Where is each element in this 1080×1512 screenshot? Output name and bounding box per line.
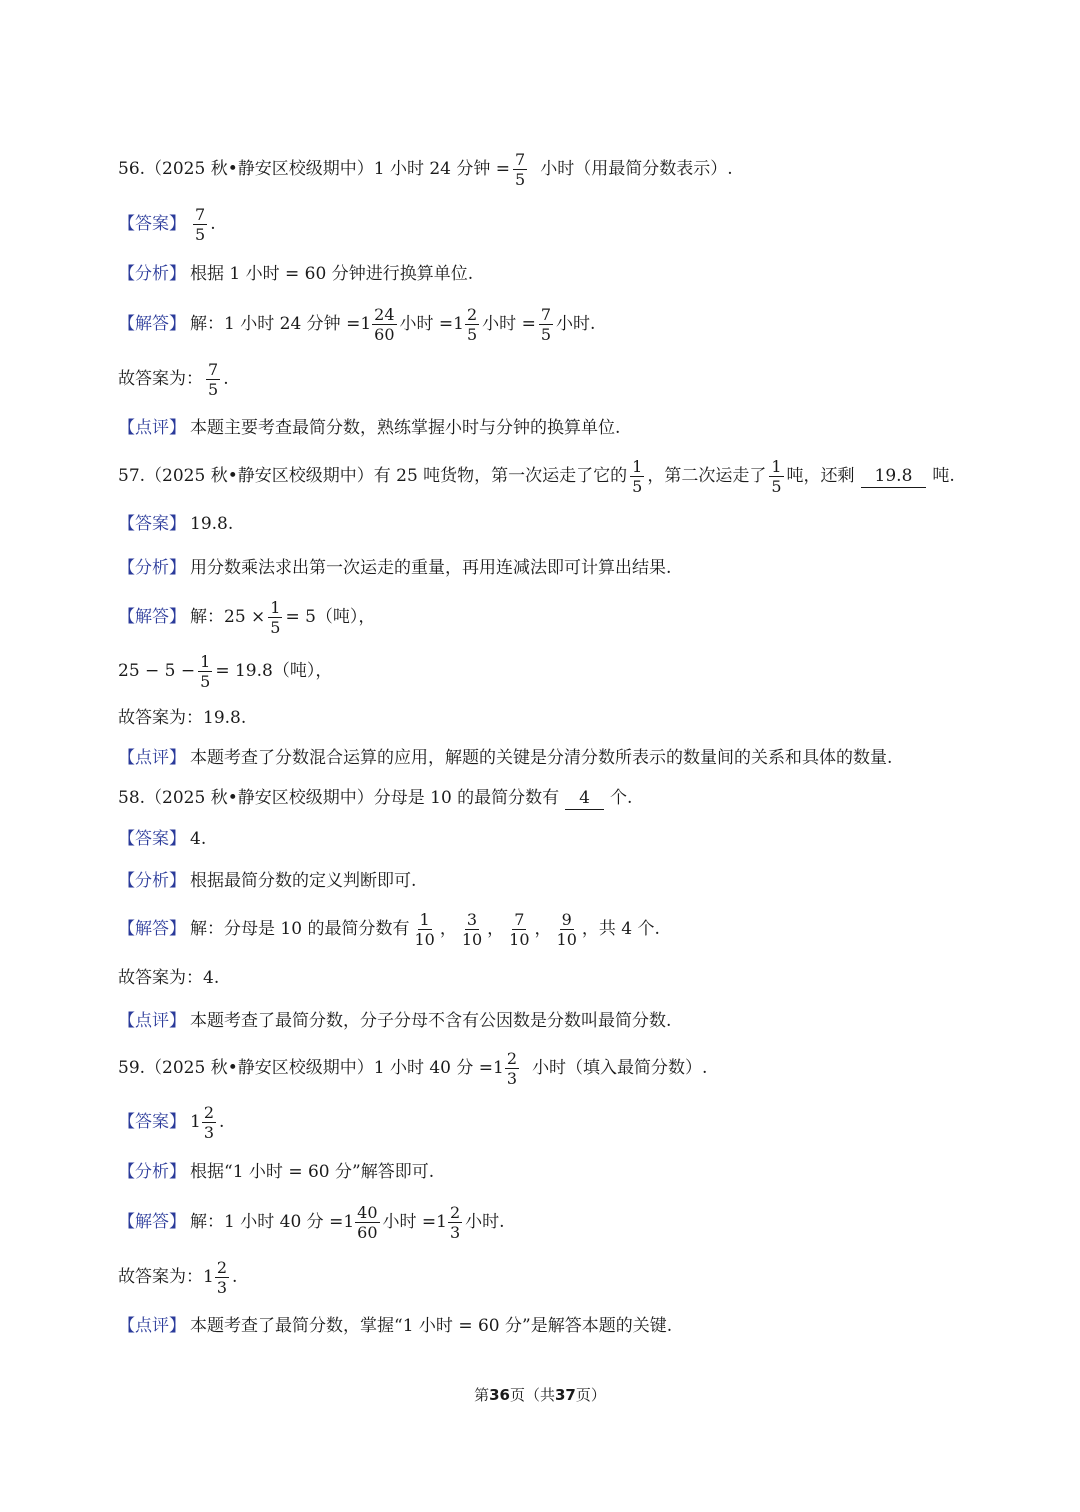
stem-text: 吨，还剩 <box>786 466 855 486</box>
mixed-number: 1 $\frac{2}{3}$ <box>493 1048 518 1088</box>
solution-text: 小时 = <box>382 1212 437 1232</box>
stem-text: 57.（2025 秋•静安区校级期中）有 25 吨货物，第一次运走了它的 <box>118 466 628 486</box>
answer-blank: 4 <box>565 787 604 810</box>
analysis-tag: 【分析】 <box>118 871 186 891</box>
answer-59 <box>118 1094 968 1150</box>
analysis-tag: 【分析】 <box>118 558 186 578</box>
analysis-57 <box>118 546 968 590</box>
answer-56 <box>118 196 968 252</box>
solution-text: 小时 = <box>399 314 454 334</box>
solution-tag: 【解答】 <box>118 1212 186 1232</box>
fraction: $\frac{1}{5}$ <box>270 597 281 637</box>
final-end: . <box>232 1267 238 1287</box>
final-text: 故答案为： <box>118 369 203 389</box>
analysis-text: 根据 1 小时 = 60 分钟进行换算单位. <box>190 264 474 284</box>
mixed-number: 1 $\frac{2}{5}$ <box>453 304 478 344</box>
stem-text: 小时（填入最简分数）. <box>532 1058 708 1078</box>
solution-text: 25 − 5 − <box>118 661 196 681</box>
page-total: 37 <box>555 1386 576 1404</box>
analysis-text: 根据“1 小时 = 60 分”解答即可. <box>190 1162 435 1182</box>
solution-text: 解：1 小时 24 分钟 = <box>190 314 361 334</box>
solution-text: 小时. <box>556 314 596 334</box>
solution-tag: 【解答】 <box>118 919 186 939</box>
analysis-56 <box>118 252 968 296</box>
stem-text: 吨. <box>932 466 955 486</box>
comment-tag: 【点评】 <box>118 418 186 438</box>
analysis-tag: 【分析】 <box>118 264 186 284</box>
comment-57 <box>118 738 968 778</box>
comment-tag: 【点评】 <box>118 1011 186 1031</box>
fraction: $\frac{7}{5}$ <box>540 304 552 344</box>
solution-tag: 【解答】 <box>118 607 186 627</box>
solution-text: 解：1 小时 40 分 = <box>190 1212 344 1232</box>
comment-tag: 【点评】 <box>118 1316 186 1336</box>
final-text: 故答案为：19.8. <box>118 708 247 728</box>
solution-text: 解：25 × <box>190 607 266 627</box>
final-end: . <box>223 369 229 389</box>
fraction: $\frac{7}{5}$ <box>195 204 206 244</box>
stem-text: 个. <box>610 788 633 808</box>
answer-text: 4. <box>190 829 207 849</box>
document-body <box>118 142 968 1348</box>
mixed-number: 1 $\frac{40}{60}$ <box>343 1202 378 1242</box>
fraction: $\frac{9}{10}$ <box>556 909 577 949</box>
answer-57 <box>118 502 968 546</box>
solution-58: 【解答】 解：分母是 10 的最简分数有 $\frac{1}{10}$ ， $\frac{3}{10}$ ， $\frac{7}{10}$ ， $\frac{9}{10}$ ，共 4 个. <box>118 909 660 949</box>
answer-text: 19.8. <box>190 514 234 534</box>
solution-57-line1 <box>118 590 968 644</box>
stem-text: 小时（用最简分数表示）. <box>540 159 733 179</box>
stem-text: 56.（2025 秋•静安区校级期中）1 小时 24 分钟 = <box>118 159 511 179</box>
answer-end: . <box>210 214 216 234</box>
question-56-stem <box>118 142 968 196</box>
mixed-number: 1 $\frac{2}{3}$ <box>436 1202 461 1242</box>
analysis-58 <box>118 860 968 902</box>
analysis-text: 用分数乘法求出第一次运走的重量，再用连减法即可计算出结果. <box>190 558 672 578</box>
solution-text: = 5（吨）， <box>285 607 376 627</box>
analysis-59 <box>118 1150 968 1194</box>
fraction: $\frac{3}{10}$ <box>461 909 483 949</box>
final-text: 故答案为：4. <box>118 968 220 988</box>
solution-59 <box>118 1194 968 1250</box>
solution-text: 小时 = <box>482 314 536 334</box>
fraction: $\frac{7}{5}$ <box>208 359 219 399</box>
final-text: 故答案为： <box>118 1267 203 1287</box>
answer-tag: 【答案】 <box>118 214 186 234</box>
analysis-tag: 【分析】 <box>118 1162 186 1182</box>
mixed-number: 1 $\frac{24}{60}$ <box>360 304 395 344</box>
fraction: $\frac{1}{5}$ <box>771 456 782 496</box>
question-58-stem <box>118 778 968 818</box>
solution-text: = 19.8（吨）， <box>215 661 333 681</box>
solution-text: 小时. <box>465 1212 505 1232</box>
fraction: $\frac{1}{5}$ <box>632 456 643 496</box>
solution-text: 解：分母是 10 的最简分数有 <box>190 919 410 939</box>
final-56 <box>118 352 968 406</box>
solution-57-line2 <box>118 644 968 698</box>
fraction: $\frac{7}{10}$ <box>509 909 530 949</box>
final-58 <box>118 956 968 1000</box>
comment-tag: 【点评】 <box>118 748 186 768</box>
fraction: $\frac{1}{5}$ <box>200 651 211 691</box>
comment-text: 本题考查了最简分数，分子分母不含有公因数是分数叫最简分数. <box>190 1011 672 1031</box>
analysis-text: 根据最简分数的定义判断即可. <box>190 871 417 891</box>
answer-58 <box>118 818 968 860</box>
comment-58 <box>118 1000 968 1042</box>
comment-text: 本题考查了最简分数，掌握“1 小时 = 60 分”是解答本题的关键. <box>190 1316 673 1336</box>
fraction: $\frac{7}{5}$ <box>515 149 526 189</box>
comment-text: 本题考查了分数混合运算的应用，解题的关键是分清分数所表示的数量间的关系和具体的数量. <box>190 748 893 768</box>
stem-text: 58.（2025 秋•静安区校级期中）分母是 10 的最简分数有 <box>118 788 560 808</box>
answer-tag: 【答案】 <box>118 1112 186 1132</box>
final-59 <box>118 1250 968 1304</box>
answer-end: . <box>219 1112 225 1132</box>
answer-tag: 【答案】 <box>118 514 186 534</box>
page-footer: 第36页（共37页） <box>474 1386 606 1404</box>
question-59-stem <box>118 1042 968 1094</box>
mixed-number: 1 $\frac{2}{3}$ <box>190 1102 215 1142</box>
question-57-stem <box>118 450 968 502</box>
solution-56 <box>118 296 968 352</box>
mixed-number: 1 $\frac{2}{3}$ <box>203 1257 228 1297</box>
solution-tag: 【解答】 <box>118 314 186 334</box>
final-57 <box>118 698 968 738</box>
answer-blank: 19.8 <box>861 465 927 488</box>
solution-text: ，共 4 个. <box>581 919 660 939</box>
answer-tag: 【答案】 <box>118 829 186 849</box>
fraction: $\frac{1}{10}$ <box>414 909 435 949</box>
page-number: 36 <box>489 1386 510 1404</box>
stem-text: 59.（2025 秋•静安区校级期中）1 小时 40 分 = <box>118 1058 494 1078</box>
comment-59 <box>118 1304 968 1348</box>
comment-text: 本题主要考查最简分数，熟练掌握小时与分钟的换算单位. <box>190 418 621 438</box>
comment-56 <box>118 406 968 450</box>
stem-text: ，第二次运走了 <box>647 466 767 486</box>
